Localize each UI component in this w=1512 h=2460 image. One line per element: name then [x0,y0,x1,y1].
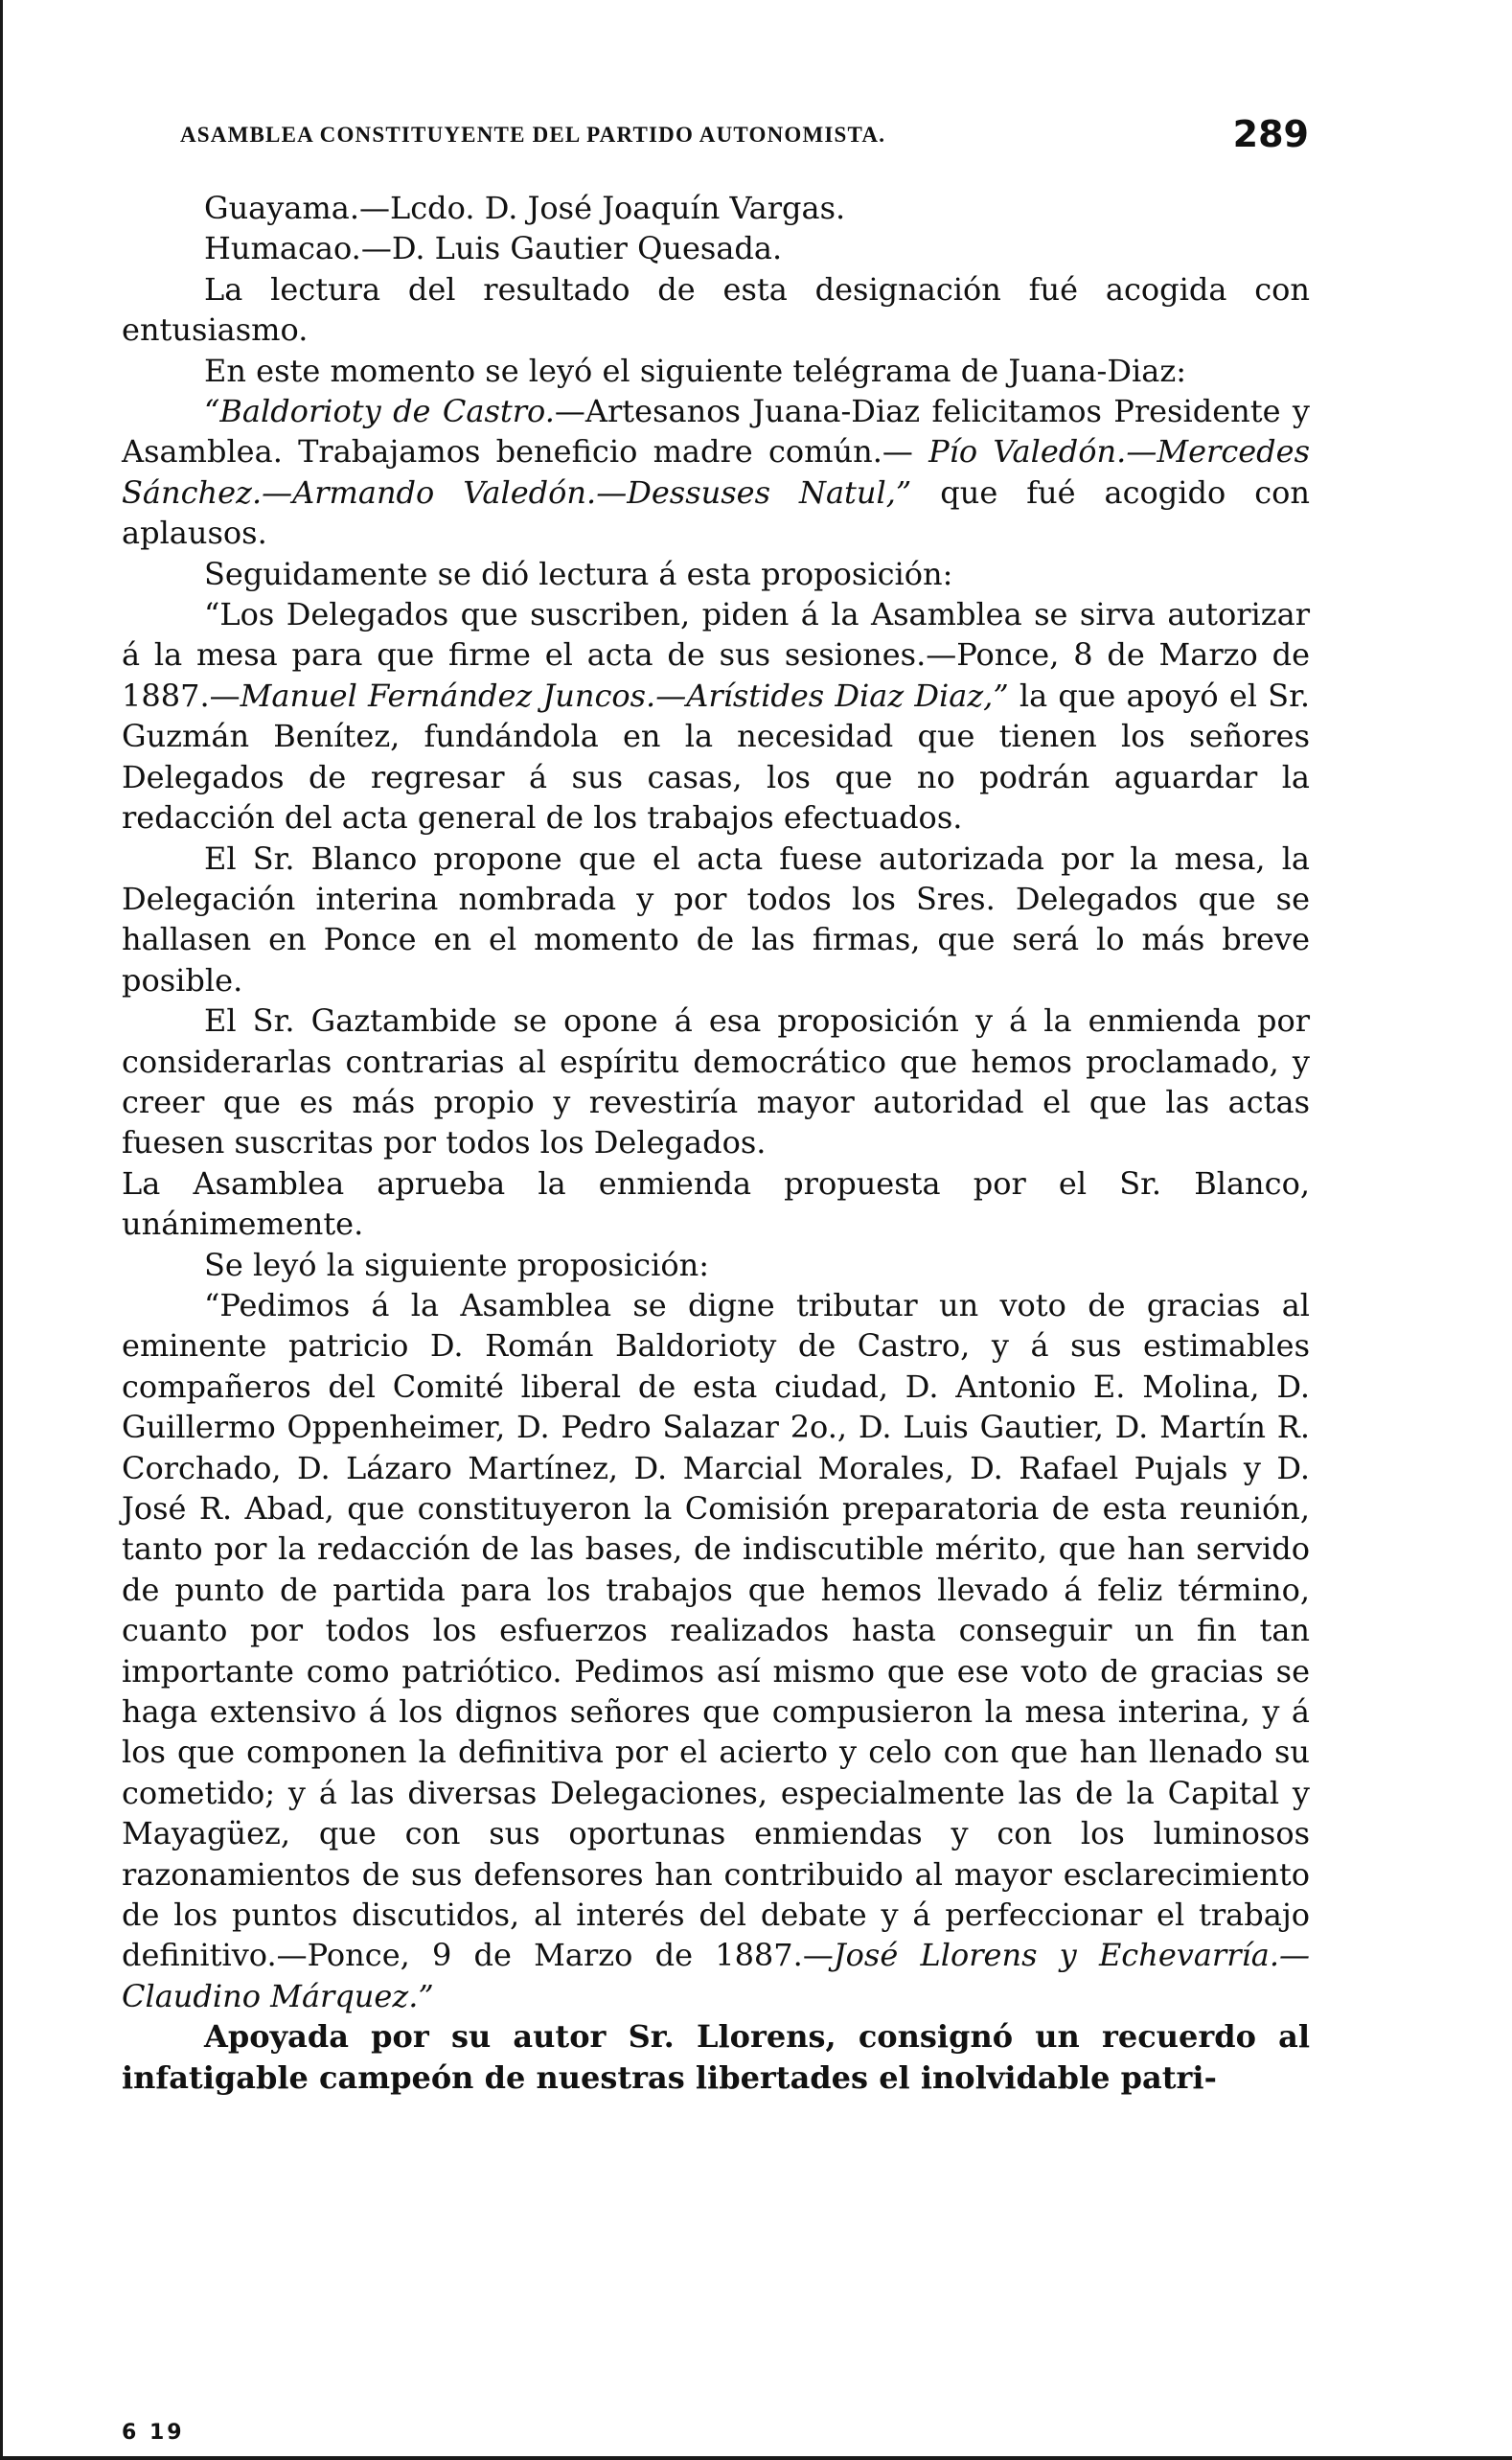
paragraph-se-leyo: Se leyó la siguiente proposición: [204,1246,709,1283]
proposal1-support: la que apoyó el Sr. Guzmán Benítez, fundándola en la necesidad que tienen los señores Delegados de regresar á sus casas, los que no podrán aguardar la redacción del acta general de los trabajos efectuados. [122,677,1311,837]
paragraph-asamblea-aprueba: La Asamblea aprueba la enmienda propuesta por el Sr. Blanco, unánimemente. [122,1164,1310,1243]
signature-mark: 6 19 [122,2421,185,2445]
telegram-reception: que fué acogido con aplausos. [122,473,1311,552]
proposal2-text: “Pedimos á la Asamblea se digne tributar un voto de gracias al eminente patricio D. Román Baldorioty de Castro, y á sus estimables compañeros del Comité liberal de esta ciudad, D. Antonio E. Molina, D. Guillermo Oppenheimer, D. Pedro Salazar 2o., D. Luis Gautier, D. Martín R. Corchado, D. Lázaro Martínez, D. Marcial Morales, D. Rafael Pujals y D. José R. Abad, que constituyeron la Comisión preparatoria de esta reunión, tanto por la redacción de las bases, de indiscutible mérito, que han servido de punto de partida para los trabajos que hemos llevado á feliz término, cuanto por todos los esfuerzos realizados hasta conseguir un fin tan importante como patriótico. Pedimos así mismo que ese voto de gracias se haga extensivo á los dignos señores que compusieron la mesa interina, y á los que componen la definitiva por el acierto y celo con que han llenado su cometido; y á las diversas Delegaciones, especialmente las de la Capital y Mayagüez, que con sus oportunas enmiendas y con los luminosos razonamientos de sus defensores han contribuido al mayor esclarecimiento de los puntos discutidos, al interés del debate y á perfeccionar el trabajo definitivo.—Ponce, 9 de Marzo de 1887.— [122,1286,1310,1974]
paragraph-apoyada: Apoyada por su autor Sr. Llorens, consignó un recuerdo al infatigable campeón de nuestras libertades el inolvidable patri- [122,2018,1310,2096]
paragraph-proposicion-2 [122,1285,1310,2016]
telegram-sender: “Baldorioty de Castro. [204,393,555,430]
paragraph-gaztambide: El Sr. Gaztambide se opone á esa proposición y á la enmienda por considerarlas contrarias al espíritu democrático que hemos proclamado, y creer que es más propio y revestiría mayor autoridad el que las actas fuesen suscritas por todos los Delegados. [122,1002,1310,1161]
paragraph-proposicion-1 [122,594,1310,838]
telegram-body: —Artesanos Juana-Diaz felicitamos [554,393,1102,430]
proposal2-signers: José Llorens y Echevarría.—Claudino Márquez.” [122,1937,1311,2014]
proposal1-text: “Los Delegados que suscriben, piden á la Asamblea se sirva autorizar á la mesa para que firme el acta de sus sesiones.—Ponce, 8 de Marzo de 1887.— [122,596,1310,714]
page-border-bottom [0,2456,1512,2460]
page-border-left [0,0,3,2460]
paragraph-seguidamente: Seguidamente se dió lectura á esta proposición: [204,555,953,592]
telegram-signers: Pío Valedón.—Mercedes Sánchez.—Armando Valedón.—Dessuses Natul,” [122,433,1311,511]
paragraph-telegrama-intro: En este momento se leyó el siguiente telégrama de Juana-Diaz: [204,352,1186,389]
page-header [180,113,1309,171]
paragraph-blanco: El Sr. Blanco propone que el acta fuese autorizada por la mesa, la Delegación interina nombrada y por todos los Sres. Delegados que se hallasen en Ponce en el momento de las firmas, que será lo más breve posible. [122,839,1310,999]
running-head: ASAMBLEA CONSTITUYENTE DEL PARTIDO AUTONOMISTA. [180,123,886,147]
body-text [122,188,1310,2098]
page-number: 289 [1232,113,1309,155]
paragraph-humacao: Humacao.—D. Luis Gautier Quesada. [204,230,783,267]
paragraph-telegrama [122,391,1310,554]
proposal1-signers: Manuel Fernández Juncos.—Arístides Diaz Diaz,” [240,677,1009,714]
paragraph-lectura: La lectura del resultado de esta designación fué acogida con entusiasmo. [122,270,1310,349]
paragraph-guayama: Guayama.—Lcdo. D. José Joaquín Vargas. [204,190,846,226]
telegram-body-2: Presidente y Asamblea. Trabajamos beneficio madre común.— [122,393,1310,471]
